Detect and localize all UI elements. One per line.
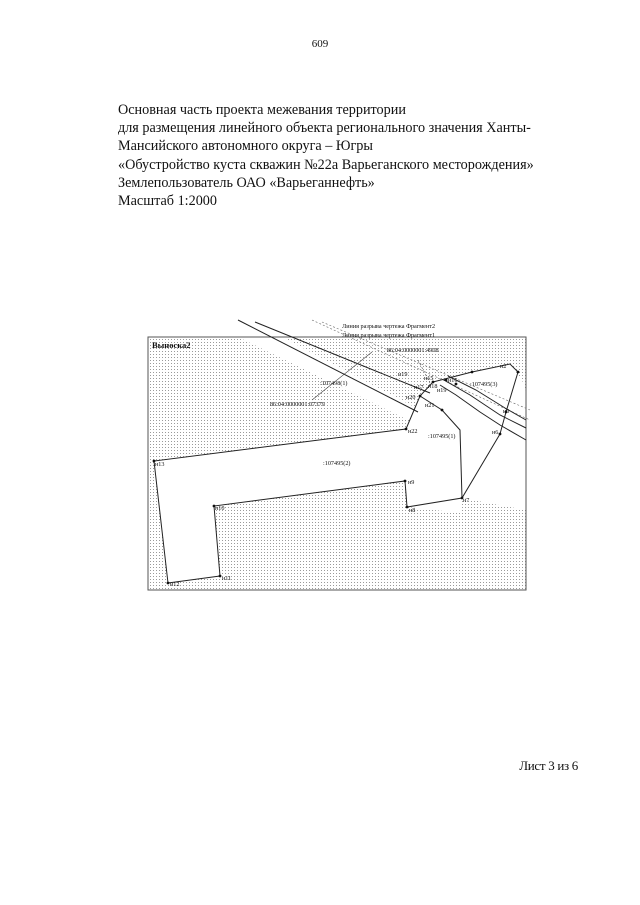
point-marker <box>441 409 444 412</box>
point-label: н12 <box>170 581 180 588</box>
point-marker <box>517 371 520 374</box>
point-label: н19 <box>437 387 447 394</box>
point-label: н21 <box>425 402 435 409</box>
point-label: н17 <box>414 384 424 391</box>
point-marker <box>219 575 222 578</box>
point-label: н6 <box>492 429 499 436</box>
parcel-label: :107495(2) <box>323 460 351 467</box>
point-marker <box>499 433 502 436</box>
point-label: н20 <box>406 394 416 401</box>
header-line-3: Мансийского автономного округа – Югры <box>118 138 373 155</box>
header-line-5: Землепользователь ОАО «Варьеганнефть» <box>118 174 375 191</box>
point-marker <box>406 506 409 509</box>
point-label: н15 <box>424 375 434 382</box>
point-label: н19 <box>398 371 408 378</box>
point-label: н3 <box>503 408 510 415</box>
parcel-label: :107495(1) <box>428 433 456 440</box>
point-label: н9 <box>408 479 415 486</box>
point-label: н7 <box>463 497 470 504</box>
point-label: н16 <box>448 377 458 384</box>
sheet-number: Лист 3 из 6 <box>519 758 578 773</box>
point-marker <box>445 379 448 382</box>
parcel-label: :107495(3) <box>470 381 498 388</box>
page-number: 609 <box>311 38 329 50</box>
point-label: н10 <box>215 505 225 512</box>
point-label: н13 <box>155 461 165 468</box>
point-marker <box>404 480 407 483</box>
cadastral-number-2: 86:04:0000001:07379 <box>270 401 325 408</box>
scale-label: Масштаб 1:2000 <box>118 193 217 210</box>
header-line-4: «Обустройство куста скважин №22а Варьеганского месторождения» <box>118 156 534 173</box>
header-line-2: для размещения линейного объекта регионального значения Ханты- <box>118 120 531 137</box>
parcel-label: :107498(1) <box>320 380 348 387</box>
cadastral-number-1: 86:04:0000001:4908 <box>387 347 439 354</box>
point-label: н18 <box>428 383 438 390</box>
point-label: н8 <box>409 507 416 514</box>
point-marker <box>419 395 422 398</box>
point-marker <box>471 371 474 374</box>
drawing-title: Выноска2 <box>152 340 191 350</box>
point-label: н22 <box>408 428 418 435</box>
point-label: н11 <box>222 575 232 582</box>
point-label: н2 <box>500 363 507 370</box>
point-marker <box>167 582 170 585</box>
point-marker <box>405 428 408 431</box>
break-line-label-1: Линия разрыва чертежа Фрагмент1 <box>342 332 436 339</box>
break-line-label-2: Линия разрыва чертежа Фрагмент2 <box>342 323 436 330</box>
header-line-1: Основная часть проекта межевания территории <box>118 102 406 118</box>
